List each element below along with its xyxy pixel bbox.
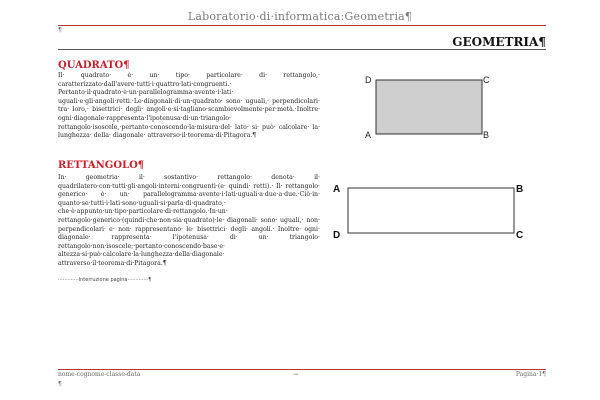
footer-rule [58, 369, 546, 370]
square-diagram [362, 72, 512, 142]
section-text-quadrato: Il· quadrato· è· un· tipo· particolare· di· rettangolo,· caratterizzato·dall'avere·tutti·i·quattro·lati·congruenti.· Pertanto·il·quadrato·è·un·parallelogramma·avente·i·lati· uguali·e·gli·angoli·retti.·Le·diagonali·di·un·quadrato· sono· uguali,· perpendicolari· tra· loro,· bisettrici· degli· angoli·e·si·tagliano·scambievolmente·per·metà.·Inoltre· ogni·diagonale·rappresenta·l'ipotenusa·di·un·triangolo· rettangolo·isoscele,·pertanto·conoscendo·la·misura·del· lato· si· può· calcolare· la· lunghezza· della· diagonale· attraverso·il·teorema·di·Pitagora.¶ [58, 72, 320, 140]
square-label-tr: C [483, 75, 490, 85]
square-label-tl: D [365, 75, 372, 85]
square-label-bl: A [365, 130, 372, 140]
section-text-rettangolo: In· geometria· il· sostantivo· rettangolo· denota· il· quadrilatero·con·tutti·gli·angoli·interni·congruenti·(e· quindi· retti).· Il· rettangolo· generico· è· un· parallelogramma·avente·i·lati·uguali·a·due·a·due.·Ciò·in· quanto·se·tutti·i·lati·sono·uguali·si·parla·di·quadrato,· che·è·appunto·un·tipo·particolare·di·rettangolo.·In·un· rettangolo·generico·(quindi·che·non·sia·quadrato)·le· diagonali· sono· uguali,· non· perpendicolari· e· non· rappresentano· le· bisettrici· degli· angoli.· Inoltre· ogni· diagonale· rappresenta· l'ipotenusa· di· un· triangolo· rettangolo·non·isoscele;·pertanto·conoscendo·base·e· altezza·si·può·calcolare·la·lunghezza·della·diagonale· attraverso·il·teorema·di·Pitagora.¶ [58, 174, 320, 267]
section-heading-quadrato: QUADRATO¶ [58, 60, 130, 71]
rect-label-tl: A [333, 184, 341, 195]
square-label-br: B [483, 130, 490, 140]
title-rule [58, 49, 546, 50]
header-pilcrow: ¶ [58, 27, 62, 34]
section-heading-rettangolo: RETTANGOLO¶ [58, 160, 145, 171]
page-title: GEOMETRIA¶ [452, 35, 546, 49]
rectangle-shape [348, 188, 514, 233]
footer-author: nome-cognome-classe-data [58, 371, 141, 378]
footer-pilcrow: ¶ [58, 381, 62, 388]
header-rule [58, 25, 546, 26]
header-title: Laboratorio·di·informatica:Geometria¶ [187, 10, 413, 23]
rect-label-br: C [516, 230, 524, 241]
footer-tab-arrow: → [293, 371, 299, 378]
rect-label-tr: B [516, 184, 524, 195]
footer-page-number: Pagina·1¶ [515, 371, 546, 378]
page-break-marker: ·············Interruzione pagina·············¶ [58, 277, 152, 283]
square-shape [376, 80, 482, 134]
rectangle-diagram [330, 180, 535, 242]
rect-label-bl: D [333, 230, 341, 241]
